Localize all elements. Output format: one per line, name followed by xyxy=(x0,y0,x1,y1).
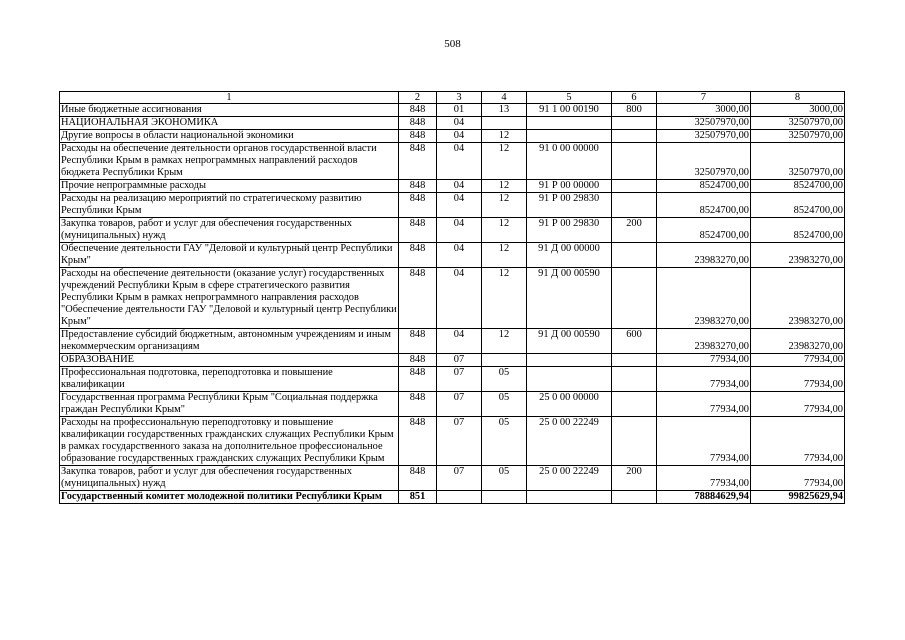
row-subsection-cell: 05 xyxy=(482,417,527,466)
row-target-article-cell: 91 Д 00 00000 xyxy=(527,243,612,268)
row-amount-2-cell: 8524700,00 xyxy=(751,218,845,243)
table-row xyxy=(60,104,845,117)
table-row xyxy=(60,218,845,243)
row-name-cell: Закупка товаров, работ и услуг для обеспечения государственных (муниципальных) нужд xyxy=(60,466,399,491)
row-target-article-cell xyxy=(527,130,612,143)
table-row xyxy=(60,143,845,180)
table-row xyxy=(60,130,845,143)
row-code-cell: 848 xyxy=(399,268,437,329)
row-code-cell: 848 xyxy=(399,218,437,243)
row-expense-type-cell xyxy=(612,243,657,268)
row-expense-type-cell xyxy=(612,392,657,417)
row-code-cell: 848 xyxy=(399,130,437,143)
row-expense-type-cell: 200 xyxy=(612,466,657,491)
row-amount-1-cell: 23983270,00 xyxy=(657,268,751,329)
header-cell: 2 xyxy=(399,92,437,104)
row-amount-2-cell: 77934,00 xyxy=(751,354,845,367)
row-subsection-cell: 12 xyxy=(482,218,527,243)
table-row xyxy=(60,268,845,329)
row-code-cell: 848 xyxy=(399,193,437,218)
row-target-article-cell: 25 0 00 22249 xyxy=(527,466,612,491)
row-expense-type-cell xyxy=(612,130,657,143)
row-expense-type-cell xyxy=(612,367,657,392)
row-subsection-cell: 12 xyxy=(482,180,527,193)
row-code-cell: 848 xyxy=(399,417,437,466)
row-name-cell: ОБРАЗОВАНИЕ xyxy=(60,354,399,367)
row-amount-2-cell: 23983270,00 xyxy=(751,268,845,329)
row-target-article-cell: 91 1 00 00190 xyxy=(527,104,612,117)
row-expense-type-cell xyxy=(612,143,657,180)
row-section-cell xyxy=(437,491,482,504)
table-row xyxy=(60,329,845,354)
table-row xyxy=(60,193,845,218)
row-code-cell: 848 xyxy=(399,104,437,117)
row-expense-type-cell: 200 xyxy=(612,218,657,243)
row-target-article-cell: 91 Д 00 00590 xyxy=(527,268,612,329)
row-section-cell: 01 xyxy=(437,104,482,117)
row-name-cell: Прочие непрограммные расходы xyxy=(60,180,399,193)
row-name-cell: Другие вопросы в области национальной экономики xyxy=(60,130,399,143)
row-amount-1-cell: 32507970,00 xyxy=(657,117,751,130)
header-cell: 4 xyxy=(482,92,527,104)
row-name-cell: Расходы на реализацию мероприятий по стратегическому развитию Республики Крым xyxy=(60,193,399,218)
header-cell: 6 xyxy=(612,92,657,104)
row-target-article-cell xyxy=(527,117,612,130)
row-subsection-cell: 12 xyxy=(482,143,527,180)
row-amount-2-cell: 99825629,94 xyxy=(751,491,845,504)
row-code-cell: 848 xyxy=(399,143,437,180)
row-target-article-cell: 91 Р 00 00000 xyxy=(527,180,612,193)
row-subsection-cell: 12 xyxy=(482,329,527,354)
header-cell: 3 xyxy=(437,92,482,104)
row-target-article-cell xyxy=(527,367,612,392)
row-section-cell: 04 xyxy=(437,180,482,193)
row-section-cell: 04 xyxy=(437,268,482,329)
row-amount-1-cell: 23983270,00 xyxy=(657,329,751,354)
row-code-cell: 848 xyxy=(399,329,437,354)
row-expense-type-cell xyxy=(612,354,657,367)
row-name-cell: Государственный комитет молодежной политики Республики Крым xyxy=(60,491,399,504)
row-code-cell: 848 xyxy=(399,243,437,268)
row-name-cell: Расходы на профессиональную переподготовку и повышение квалификации государственных гражданских служащих Республики Крым в рамках государственного заказа на дополнительное профессиональное образование государственных гражданских служащих Республики Крым xyxy=(60,417,399,466)
row-expense-type-cell xyxy=(612,417,657,466)
row-target-article-cell: 25 0 00 00000 xyxy=(527,392,612,417)
row-section-cell: 04 xyxy=(437,243,482,268)
row-amount-2-cell: 77934,00 xyxy=(751,417,845,466)
row-subsection-cell xyxy=(482,491,527,504)
row-section-cell: 07 xyxy=(437,466,482,491)
row-code-cell: 848 xyxy=(399,392,437,417)
table-row xyxy=(60,392,845,417)
row-expense-type-cell xyxy=(612,268,657,329)
header-cell: 1 xyxy=(60,92,399,104)
row-name-cell: Предоставление субсидий бюджетным, автономным учреждениям и иным некоммерческим организациям xyxy=(60,329,399,354)
row-amount-2-cell: 23983270,00 xyxy=(751,243,845,268)
row-amount-2-cell: 8524700,00 xyxy=(751,193,845,218)
row-section-cell: 04 xyxy=(437,143,482,180)
row-code-cell: 848 xyxy=(399,354,437,367)
header-row xyxy=(60,92,845,104)
row-target-article-cell xyxy=(527,491,612,504)
row-expense-type-cell xyxy=(612,117,657,130)
row-name-cell: Государственная программа Республики Крым "Социальная поддержка граждан Республики Крым" xyxy=(60,392,399,417)
row-expense-type-cell: 600 xyxy=(612,329,657,354)
row-code-cell: 848 xyxy=(399,117,437,130)
row-amount-2-cell: 32507970,00 xyxy=(751,117,845,130)
row-target-article-cell: 91 Р 00 29830 xyxy=(527,218,612,243)
row-subsection-cell: 05 xyxy=(482,392,527,417)
row-expense-type-cell: 800 xyxy=(612,104,657,117)
row-expense-type-cell xyxy=(612,491,657,504)
row-amount-1-cell: 77934,00 xyxy=(657,466,751,491)
table-row xyxy=(60,180,845,193)
row-section-cell: 04 xyxy=(437,117,482,130)
row-section-cell: 07 xyxy=(437,417,482,466)
row-amount-2-cell: 77934,00 xyxy=(751,466,845,491)
row-subsection-cell: 13 xyxy=(482,104,527,117)
row-subsection-cell: 12 xyxy=(482,130,527,143)
row-section-cell: 04 xyxy=(437,193,482,218)
row-amount-1-cell: 8524700,00 xyxy=(657,193,751,218)
row-code-cell: 848 xyxy=(399,180,437,193)
row-expense-type-cell xyxy=(612,193,657,218)
row-subsection-cell: 12 xyxy=(482,193,527,218)
row-section-cell: 04 xyxy=(437,218,482,243)
row-name-cell: Обеспечение деятельности ГАУ "Деловой и культурный центр Республики Крым" xyxy=(60,243,399,268)
row-name-cell: Закупка товаров, работ и услуг для обеспечения государственных (муниципальных) нужд xyxy=(60,218,399,243)
table-row xyxy=(60,417,845,466)
row-amount-2-cell: 8524700,00 xyxy=(751,180,845,193)
table-row xyxy=(60,367,845,392)
table-row xyxy=(60,466,845,491)
row-name-cell: Расходы на обеспечение деятельности (оказание услуг) государственных учреждений Республики Крым в сфере стратегического развития Республики Крым в рамках непрограммного направления расходов "Обеспечение деятельности ГАУ "Деловой и культурный центр Республики Крым" xyxy=(61,268,397,327)
row-subsection-cell: 05 xyxy=(482,367,527,392)
row-name-cell: Иные бюджетные ассигнования xyxy=(60,104,399,117)
row-name-cell: Профессиональная подготовка, переподготовка и повышение квалификации xyxy=(60,367,399,392)
row-amount-1-cell: 8524700,00 xyxy=(657,180,751,193)
row-amount-2-cell: 77934,00 xyxy=(751,367,845,392)
row-target-article-cell: 25 0 00 22249 xyxy=(527,417,612,466)
row-amount-2-cell: 77934,00 xyxy=(751,392,845,417)
row-target-article-cell: 91 Д 00 00590 xyxy=(527,329,612,354)
table-row xyxy=(60,117,845,130)
row-amount-1-cell: 77934,00 xyxy=(657,392,751,417)
header-cell: 8 xyxy=(751,92,845,104)
row-code-cell: 848 xyxy=(399,466,437,491)
row-target-article-cell xyxy=(527,354,612,367)
table-row xyxy=(60,243,845,268)
table-row xyxy=(60,491,845,504)
row-section-cell: 07 xyxy=(437,367,482,392)
row-expense-type-cell xyxy=(612,180,657,193)
row-subsection-cell: 05 xyxy=(482,466,527,491)
row-amount-2-cell: 3000,00 xyxy=(751,104,845,117)
page-number: 508 xyxy=(444,38,461,50)
row-amount-1-cell: 77934,00 xyxy=(657,367,751,392)
row-subsection-cell: 12 xyxy=(482,243,527,268)
header-cell: 5 xyxy=(527,92,612,104)
row-amount-1-cell: 32507970,00 xyxy=(657,143,751,180)
row-name-cell: НАЦИОНАЛЬНАЯ ЭКОНОМИКА xyxy=(60,117,399,130)
row-name-cell: Расходы на обеспечение деятельности органов государственной власти Республики Крым в рамках непрограммных направлений расходов бюджета Республики Крым xyxy=(60,143,399,180)
row-amount-1-cell: 32507970,00 xyxy=(657,130,751,143)
row-target-article-cell: 91 0 00 00000 xyxy=(527,143,612,180)
row-code-cell: 848 xyxy=(399,367,437,392)
row-section-cell: 07 xyxy=(437,392,482,417)
row-amount-2-cell: 23983270,00 xyxy=(751,329,845,354)
row-amount-1-cell: 78884629,94 xyxy=(657,491,751,504)
row-amount-1-cell: 8524700,00 xyxy=(657,218,751,243)
row-section-cell: 04 xyxy=(437,130,482,143)
row-amount-1-cell: 77934,00 xyxy=(657,354,751,367)
row-section-cell: 07 xyxy=(437,354,482,367)
row-amount-2-cell: 32507970,00 xyxy=(751,130,845,143)
row-target-article-cell: 91 Р 00 29830 xyxy=(527,193,612,218)
budget-table xyxy=(59,91,845,504)
row-amount-2-cell: 32507970,00 xyxy=(751,143,845,180)
table-row xyxy=(60,354,845,367)
row-amount-1-cell: 3000,00 xyxy=(657,104,751,117)
row-amount-1-cell: 77934,00 xyxy=(657,417,751,466)
header-cell: 7 xyxy=(657,92,751,104)
row-subsection-cell: 12 xyxy=(482,268,527,329)
row-subsection-cell xyxy=(482,354,527,367)
row-code-cell: 851 xyxy=(399,491,437,504)
row-section-cell: 04 xyxy=(437,329,482,354)
row-subsection-cell xyxy=(482,117,527,130)
row-amount-1-cell: 23983270,00 xyxy=(657,243,751,268)
